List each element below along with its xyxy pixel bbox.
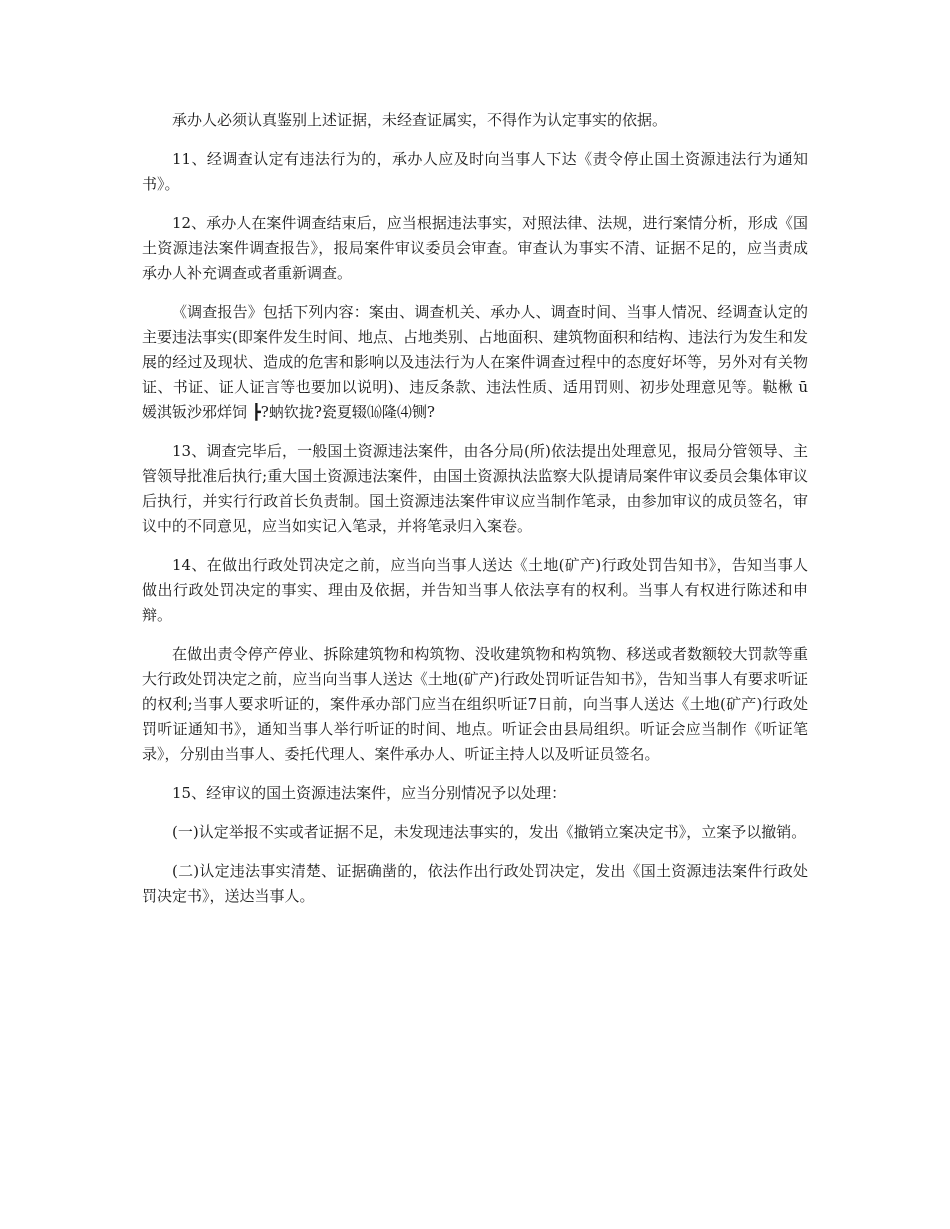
- paragraph-report-contents: 《调查报告》包括下列内容：案由、调查机关、承办人、调查时间、当事人情况、经调查认定的主要违法事实(即案件发生时间、地点、占地类别、占地面积、建筑物面积和结构、违法行为发生和发展的经过及现状、造成的危害和影响以及违法行为人在案件调查过程中的态度好坏等，另外对有关物证、书证、证人证言等也要加以说明)、违反条款、违法性质、适用罚则、初步处理意见等。鞑楸 ū 媛淇钣沙邪烊饲 ┣?蚋钦拢?瓷夏辍⒃隆⑷铡?: [142, 303, 808, 421]
- paragraph-item-15-1: (一)认定举报不实或者证据不足，未发现违法事实的，发出《撤销立案决定书》，立案予以撤销。: [172, 823, 807, 841]
- paragraph-item-15-2: (二)认定违法事实清楚、证据确凿的，依法作出行政处罚决定，发出《国土资源违法案件行政处罚决定书》，送达当事人。: [142, 862, 808, 905]
- paragraph-evidence-verification: 承办人必须认真鉴别上述证据，未经查证属实，不得作为认定事实的依据。: [172, 111, 668, 129]
- paragraph-item-11: 11、经调查认定有违法行为的，承办人应及时向当事人下达《责令停止国土资源违法行为通知书》。: [142, 150, 808, 193]
- paragraph-item-12: 12、承办人在案件调查结束后，应当根据违法事实，对照法律、法规，进行案情分析，形成《国土资源违法案件调查报告》，报局案件审议委员会审查。审查认为事实不清、证据不足的，应当责成承办人补充调查或者重新调查。: [142, 214, 808, 282]
- paragraph-item-13: 13、调查完毕后，一般国土资源违法案件，由各分局(所)依法提出处理意见，报局分管领导、主管领导批准后执行;重大国土资源违法案件，由国土资源执法监察大队提请局案件审议委员会集体审议后执行，并实行行政首长负责制。国土资源违法案件审议应当制作笔录，由参加审议的成员签名，审议中的不同意见，应当如实记入笔录，并将笔录归入案卷。: [142, 442, 808, 535]
- paragraph-item-14: 14、在做出行政处罚决定之前，应当向当事人送达《土地(矿产)行政处罚告知书》，告知当事人做出行政处罚决定的事实、理由及依据，并告知当事人依法享有的权利。当事人有权进行陈述和申辩。: [142, 556, 808, 624]
- document-page: [142, 108, 808, 923]
- paragraph-item-15: 15、经审议的国土资源违法案件，应当分别情况予以处理：: [172, 784, 567, 802]
- paragraph-hearing-notice: 在做出责令停产停业、拆除建筑物和构筑物、没收建筑物和构筑物、移送或者数额较大罚款等重大行政处罚决定之前，应当向当事人送达《土地(矿产)行政处罚听证告知书》，告知当事人有要求听证的权利;当事人要求听证的，案件承办部门应当在组织听证7日前，向当事人送达《土地(矿产)行政处罚听证通知书》，通知当事人举行听证的时间、地点。听证会由县局组织。听证会应当制作《听证笔录》，分别由当事人、委托代理人、案件承办人、听证主持人以及听证员签名。: [142, 645, 808, 763]
